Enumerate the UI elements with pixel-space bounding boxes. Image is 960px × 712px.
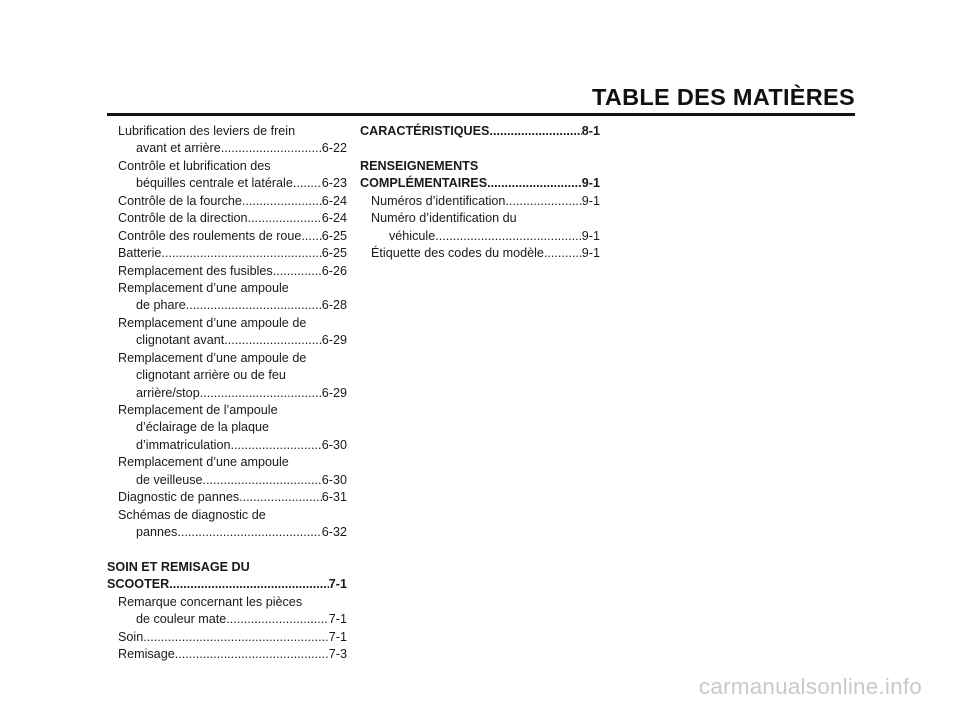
toc-entry-label: Numéros d’identification — [371, 193, 506, 208]
toc-entry-label: pannes — [136, 525, 178, 540]
toc-entry-label: Soin — [118, 629, 144, 644]
toc-entry-label: Contrôle de la direction — [118, 211, 248, 226]
toc-entry[interactable] — [107, 489, 347, 506]
toc-page-number: 7-1 — [328, 629, 347, 644]
title-rule — [107, 113, 855, 116]
leader-dots — [489, 123, 581, 140]
toc-entry-label: Remplacement d’une ampoule de — [118, 315, 307, 330]
chapter-entry[interactable] — [107, 576, 347, 593]
leader-dots — [200, 385, 322, 402]
leader-dots — [239, 489, 322, 506]
leader-dots — [248, 210, 322, 227]
toc-entry[interactable] — [107, 245, 347, 262]
toc-page-number: 9-1 — [581, 176, 600, 191]
toc-left-column — [107, 123, 347, 664]
toc-page-number: 6-29 — [321, 333, 347, 348]
leader-dots — [143, 629, 329, 646]
toc-entry-label: Remisage — [118, 647, 175, 662]
toc-page-number: 6-24 — [321, 211, 347, 226]
toc-entry-label: d’immatriculation — [136, 437, 231, 452]
toc-entry-label: béquilles centrale et latérale — [136, 176, 293, 191]
toc-entry-label: Remplacement d’une ampoule de — [118, 350, 307, 365]
leader-dots — [273, 263, 322, 280]
toc-page-number: 6-25 — [321, 246, 347, 261]
leader-dots — [177, 524, 321, 541]
toc-entry-label: de veilleuse — [136, 472, 203, 487]
toc-page-number: 6-31 — [321, 490, 347, 505]
toc-entry-label: clignotant avant — [136, 333, 225, 348]
toc-entry-label: clignotant arrière ou de feu — [136, 368, 286, 383]
toc-entry[interactable] — [107, 193, 347, 210]
leader-dots — [221, 140, 322, 157]
toc-entry-label: de couleur mate — [136, 612, 227, 627]
toc-entry-label: Lubrification des leviers de frein — [118, 124, 296, 138]
leader-dots — [226, 611, 328, 628]
toc-entry[interactable] — [107, 472, 347, 489]
toc-entry-label: Contrôle de la fourche — [118, 193, 242, 208]
toc-entry[interactable] — [107, 263, 347, 280]
toc-entry-label: Batterie — [118, 246, 162, 261]
toc-entry-label: véhicule — [389, 228, 436, 243]
toc-entry-label: de phare — [136, 298, 186, 313]
toc-page-number: 7-1 — [328, 612, 347, 627]
watermark: carmanualsonline.info — [698, 674, 922, 699]
toc-entry[interactable] — [360, 228, 600, 245]
toc-page-number: 6-30 — [321, 437, 347, 452]
page-title: TABLE DES MATIÈRES — [591, 84, 855, 110]
toc-page-number: 9-1 — [581, 246, 600, 261]
toc-entry-label: Remplacement de l’ampoule — [118, 403, 278, 417]
chapter-heading: CARACTÉRISTIQUES — [360, 124, 490, 138]
toc-entry-label: Contrôle des roulements de roue — [118, 228, 302, 243]
leader-dots — [224, 332, 322, 349]
toc-entry-label: Numéro d’identification du — [371, 211, 517, 226]
toc-page-number: 6-25 — [321, 228, 347, 243]
leader-dots — [242, 193, 322, 210]
leader-dots — [161, 245, 321, 262]
toc-right-column — [360, 123, 600, 263]
leader-dots — [186, 297, 322, 314]
chapter-entry[interactable] — [360, 123, 600, 140]
section-gap — [107, 542, 347, 559]
toc-entry-label: Remplacement d’une ampoule — [118, 280, 289, 295]
toc-entry[interactable] — [107, 228, 347, 245]
leader-dots — [487, 175, 582, 192]
toc-page-number: 6-29 — [321, 385, 347, 400]
toc-entry-label: Schémas de diagnostic de — [118, 507, 266, 522]
toc-page-number: 6-23 — [321, 176, 347, 191]
toc-page-number: 6-30 — [321, 472, 347, 487]
leader-dots — [230, 437, 321, 454]
toc-page-number: 8-1 — [581, 124, 600, 138]
toc-entry-label: Remarque concernant les pièces — [118, 594, 303, 609]
toc-page-number: 9-1 — [581, 193, 600, 208]
toc-entry[interactable] — [107, 210, 347, 227]
toc-entry[interactable] — [107, 437, 347, 454]
chapter-entry[interactable] — [360, 175, 600, 192]
toc-entry-label: d’éclairage de la plaque — [136, 420, 270, 435]
chapter-heading: RENSEIGNEMENTS — [360, 158, 479, 173]
toc-page-number: 6-26 — [321, 263, 347, 278]
leader-dots — [435, 228, 582, 245]
toc-entry[interactable] — [107, 629, 347, 646]
toc-page-number: 6-22 — [321, 141, 347, 156]
toc-entry-label: avant et arrière — [136, 141, 221, 156]
toc-page-number: 7-1 — [328, 577, 347, 592]
leader-dots — [203, 472, 322, 489]
section-gap — [360, 140, 600, 157]
toc-entry[interactable] — [107, 611, 347, 628]
leader-dots — [169, 576, 329, 593]
leader-dots — [301, 228, 321, 245]
leader-dots — [293, 175, 322, 192]
toc-page-number: 9-1 — [581, 228, 600, 243]
toc-entry[interactable] — [107, 385, 347, 402]
toc-entry[interactable] — [107, 524, 347, 541]
leader-dots — [505, 193, 581, 210]
leader-dots — [175, 646, 329, 663]
toc-entry[interactable] — [107, 332, 347, 349]
chapter-heading: SCOOTER — [107, 577, 170, 592]
toc-page-number: 6-32 — [321, 525, 347, 540]
toc-entry-label: Remplacement des fusibles — [118, 263, 273, 278]
toc-page-number: 6-28 — [321, 298, 347, 313]
leader-dots — [544, 245, 582, 262]
toc-page-number: 7-3 — [328, 647, 347, 662]
toc-page-number: 6-24 — [321, 193, 347, 208]
toc-entry[interactable] — [360, 193, 600, 210]
toc-entry[interactable] — [107, 175, 347, 192]
chapter-heading: COMPLÉMENTAIRES — [360, 176, 488, 191]
toc-entry-label: Contrôle et lubrification des — [118, 158, 271, 173]
toc-entry[interactable] — [107, 646, 347, 663]
toc-entry-label: arrière/stop — [136, 385, 200, 400]
toc-entry[interactable] — [107, 297, 347, 314]
toc-entry-label: Étiquette des codes du modèle — [371, 246, 544, 261]
chapter-heading: SOIN ET REMISAGE DU — [107, 559, 250, 574]
toc-entry[interactable] — [107, 140, 347, 157]
toc-entry-label: Diagnostic de pannes — [118, 490, 240, 505]
toc-entry[interactable] — [360, 245, 600, 262]
toc-entry-label: Remplacement d’une ampoule — [118, 455, 289, 470]
